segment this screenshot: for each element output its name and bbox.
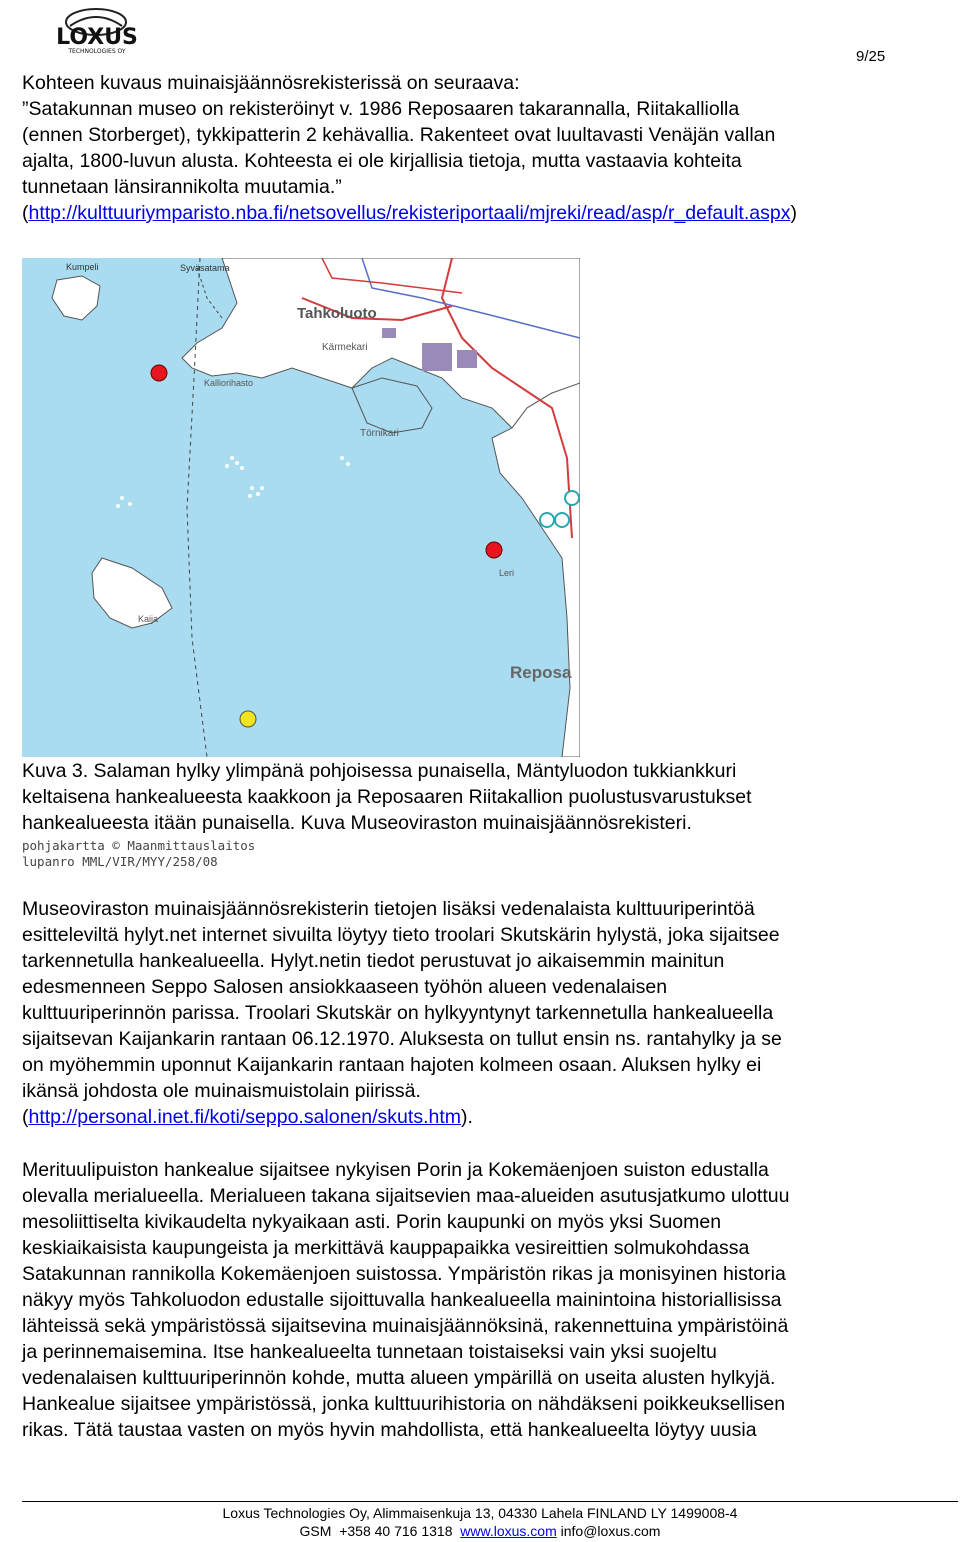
- logo-text: LOXUS: [56, 25, 138, 50]
- map-image: [22, 258, 580, 757]
- para-line: ikänsä johdosta ole muinaismuistolain piirissä.: [22, 1080, 421, 1102]
- intro-paragraph: [22, 70, 936, 226]
- skutskar-link[interactable]: http://personal.inet.fi/koti/seppo.salonen/skuts.htm: [28, 1106, 461, 1128]
- company-logo: [24, 6, 170, 54]
- para-line: Museoviraston muinaisjäännösrekisterin tietojen lisäksi vedenalaista kulttuuriperintöä: [22, 898, 755, 920]
- para-line: tarkennetulla hankealueella. Hylyt.netin tiedot perustuvat jo aikaisemmin mainitun: [22, 950, 725, 972]
- page-number: 9/25: [856, 48, 886, 65]
- para-line: Satakunnan rannikolla Kokemäenjoen suistossa. Ympäristön rikas ja monisyinen historia: [22, 1263, 786, 1285]
- intro-line: tunnetaan länsirannikolta muutamia.”: [22, 176, 342, 198]
- para-line: Merituulipuiston hankealue sijaitsee nykyisen Porin ja Kokemäenjoen suiston edustalla: [22, 1159, 769, 1181]
- map-credit: [22, 838, 255, 870]
- red-marker-salama: [151, 365, 167, 381]
- intro-line: (ennen Storberget), tykkipatterin 2 kehävallia. Rakenteet ovat luultavasti Venäjän vallan: [22, 124, 776, 146]
- red-marker-riitakallio: [486, 542, 502, 558]
- footer-divider: [22, 1501, 958, 1502]
- intro-link-line: [22, 200, 936, 226]
- credit-line: lupanro MML/VIR/MYY/258/08: [22, 854, 218, 869]
- map-label-kumpeli: Kumpeli: [66, 262, 99, 272]
- map-label-syvasatama: Syväsatama: [180, 263, 230, 273]
- footer: [0, 1504, 960, 1540]
- paren-close: ): [790, 202, 797, 224]
- footer-phone: GSM +358 40 716 1318: [299, 1523, 461, 1539]
- caption-line: Kuva 3. Salaman hylky ylimpänä pohjoisessa punaisella, Mäntyluodon tukkiankkuri: [22, 760, 737, 782]
- para-line: olevalla merialueella. Merialueen takana sijaitsevien maa-alueiden asutusjatkumo ulottuu: [22, 1185, 790, 1207]
- cyan-marker: [555, 513, 569, 527]
- map-label-kalliorihasto: Kalliorihasto: [204, 378, 254, 388]
- website-link[interactable]: www.loxus.com: [460, 1523, 557, 1539]
- para-link-line: [22, 1104, 936, 1130]
- para-line: rikas. Tätä taustaa vasten on myös hyvin mahdollista, että hankealueelta löytyy uusia: [22, 1419, 757, 1441]
- paren-close: ).: [461, 1106, 473, 1128]
- para-line: on myöhemmin uponnut Kaijankarin rantaan hajoten kolmeen osaan. Aluksen hylky ei: [22, 1054, 762, 1076]
- footer-address: Loxus Technologies Oy, Alimmaisenkuja 13, 04330 Lahela FINLAND LY 1499008-4: [222, 1505, 738, 1521]
- para-line: sijaitsevan Kaijankarin rantaan 06.12.1970. Aluksesta on tullut ensin ns. rantahylky ja se: [22, 1028, 782, 1050]
- map-label-karmekari: Kärmekari: [322, 342, 368, 353]
- intro-line: ajalta, 1800-luvun alusta. Kohteesta ei ole kirjallisia tietoja, mutta vastaavia kohteita: [22, 150, 742, 172]
- footer-email: info@loxus.com: [556, 1523, 661, 1539]
- credit-line: pohjakartta © Maanmittauslaitos: [22, 838, 256, 853]
- cyan-marker: [540, 513, 554, 527]
- para-line: edesmenneen Seppo Salosen ansiokkaaseen työhön alueen vedenalaisen: [22, 976, 668, 998]
- hylyt-paragraph: [22, 896, 936, 1130]
- para-line: näkyy myös Tahkoluodon edustalle sijoittuvalla hankealueella mainintoina historiallisissa: [22, 1289, 782, 1311]
- logo-subtext: TECHNOLOGIES OY: [68, 48, 126, 54]
- para-line: kulttuuriperinnön parissa. Troolari Skutskär on hylkyyntynyt tarkennetulla hankealueella: [22, 1002, 774, 1024]
- footer-contact: [0, 1522, 960, 1540]
- para-line: keskiaikaisista kaupungeista ja merkittävä kauppapaikka vesireittien solmukohdassa: [22, 1237, 750, 1259]
- intro-line: Kohteen kuvaus muinaisjäännösrekisterissä on seuraava:: [22, 72, 520, 94]
- caption-line: hankealueesta itään punaisella. Kuva Museoviraston muinaisjäännösrekisteri.: [22, 812, 692, 834]
- paren-open: (: [22, 1106, 29, 1128]
- cyan-marker: [565, 491, 579, 505]
- figure-caption: [22, 758, 936, 836]
- para-line: Hankealue sijaitsee ympäristössä, jonka kulttuurihistoria on nähdäkseni poikkeuksellisen: [22, 1393, 786, 1415]
- map-label-tornikari: Törnikari: [360, 428, 399, 439]
- para-line: lähteissä sekä ympäristössä sijaitsevina muinaisjäännöksinä, rakennettuina ympäristöinä: [22, 1315, 789, 1337]
- hankealue-paragraph: [22, 1157, 936, 1443]
- registry-link[interactable]: http://kulttuuriymparisto.nba.fi/netsovellus/rekisteriportaali/mjreki/read/asp/r_default.aspx: [28, 202, 791, 224]
- caption-line: keltaisena hankealueesta kaakkoon ja Reposaaren Riitakallion puolustusvarustukset: [22, 786, 752, 808]
- map-label-leri: Leri: [499, 568, 515, 578]
- para-line: ja perinnemaisemina. Itse hankealueelta tunnetaan toistaiseksi vain yksi suojeltu: [22, 1341, 717, 1363]
- para-line: vedenalaisen kulttuuriperinnön kohde, mutta alueen ympärillä on useita alusten hylkyjä.: [22, 1367, 776, 1389]
- yellow-marker-tukkiankkuri: [240, 711, 256, 727]
- map-label-tahkoluoto: Tahkoluoto: [297, 305, 377, 322]
- map-label-kaija: Kaija: [138, 614, 159, 624]
- map-label-reposa: Reposa: [510, 663, 572, 682]
- intro-line: ”Satakunnan museo on rekisteröinyt v. 1986 Reposaaren takarannalla, Riitakalliolla: [22, 98, 740, 120]
- paren-open: (: [22, 202, 29, 224]
- para-line: mesoliittiselta kivikaudelta nykyaikaan asti. Porin kaupunki on myös yksi Suomen: [22, 1211, 722, 1233]
- para-line: esitteleviltä hylyt.net internet sivuilta löytyy tieto troolari Skutskärin hylystä, joka sijaitsee: [22, 924, 780, 946]
